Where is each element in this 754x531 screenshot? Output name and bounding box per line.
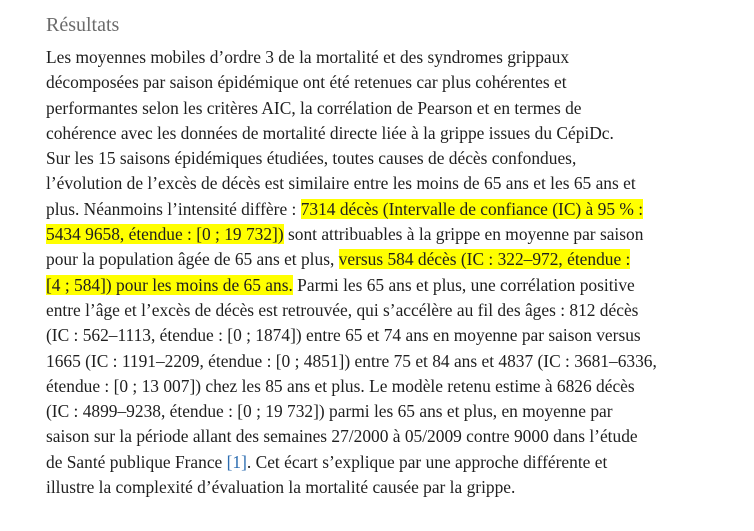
text-segment: de Santé publique France xyxy=(46,451,227,472)
text-segment: décomposées par saison épidémique ont été retenues car plus cohérentes et xyxy=(46,72,567,93)
highlighted-text: 7314 décès (Intervalle de confiance (IC) à 95 % : xyxy=(300,198,644,219)
text-segment: . Cet écart s’explique par une approche différente et xyxy=(246,451,608,472)
text-segment: l’évolution de l’excès de décès est similaire entre les moins de 65 ans et les 65 ans et xyxy=(46,173,636,194)
text-segment: 1665 (IC : 1191–2209, étendue : [0 ; 4851]) entre 75 et 84 ans et 4837 (IC : 3681–6336, xyxy=(46,350,657,371)
text-line xyxy=(46,222,746,247)
highlighted-text: [4 ; 584]) pour les moins de 65 ans. xyxy=(46,274,293,295)
results-paragraph xyxy=(46,45,746,500)
text-line xyxy=(46,121,746,146)
text-line xyxy=(46,171,746,196)
text-segment: étendue : [0 ; 13 007]) chez les 85 ans et plus. Le modèle retenu estime à 6826 décès xyxy=(46,375,635,396)
section-title: Résultats xyxy=(46,14,120,36)
highlighted-text: versus 584 décès (IC : 322–972, étendue : xyxy=(338,249,631,270)
text-segment: Sur les 15 saisons épidémiques étudiées, toutes causes de décès confondues, xyxy=(46,148,577,169)
text-line xyxy=(46,399,746,424)
text-segment: Les moyennes mobiles d’ordre 3 de la mortalité et des syndromes grippaux xyxy=(46,47,570,67)
text-segment: Parmi les 65 ans et plus, une corrélation positive xyxy=(292,274,635,295)
text-segment: saison sur la période allant des semaines 27/2000 à 05/2009 contre 9000 dans l’étude xyxy=(46,426,638,447)
text-line xyxy=(46,298,746,323)
text-line xyxy=(46,475,746,500)
text-segment: illustre la complexité d’évaluation la mortalité causée par la grippe. xyxy=(46,477,516,498)
text-line xyxy=(46,374,746,399)
text-line xyxy=(46,247,746,272)
text-segment: sont attribuables à la grippe en moyenne par saison xyxy=(283,224,644,245)
text-segment: cohérence avec les données de mortalité directe liée à la grippe issues du CépiDc. xyxy=(46,122,614,143)
text-line xyxy=(46,349,746,374)
text-segment: entre l’âge et l’excès de décès est retrouvée, qui s’accélère au fil des âges : 812 décès xyxy=(46,299,639,320)
text-line xyxy=(46,197,746,222)
reference-link[interactable]: [1] xyxy=(226,451,247,472)
text-segment: (IC : 562–1113, étendue : [0 ; 1874]) entre 65 et 74 ans en moyenne par saison versus xyxy=(46,325,641,346)
text-line xyxy=(46,424,746,449)
text-segment: (IC : 4899–9238, étendue : [0 ; 19 732]) parmi les 65 ans et plus, en moyenne par xyxy=(46,401,613,422)
text-line xyxy=(46,96,746,121)
text-line xyxy=(46,70,746,95)
text-segment: pour la population âgée de 65 ans et plus, xyxy=(46,249,339,270)
text-line xyxy=(46,273,746,298)
text-segment: performantes selon les critères AIC, la corrélation de Pearson et en termes de xyxy=(46,97,582,118)
text-line xyxy=(46,45,746,70)
text-line xyxy=(46,450,746,475)
text-segment: plus. Néanmoins l’intensité diffère : xyxy=(46,198,301,219)
text-line xyxy=(46,323,746,348)
text-line xyxy=(46,146,746,171)
highlighted-text: 5434 9658, étendue : [0 ; 19 732]) xyxy=(46,224,284,245)
